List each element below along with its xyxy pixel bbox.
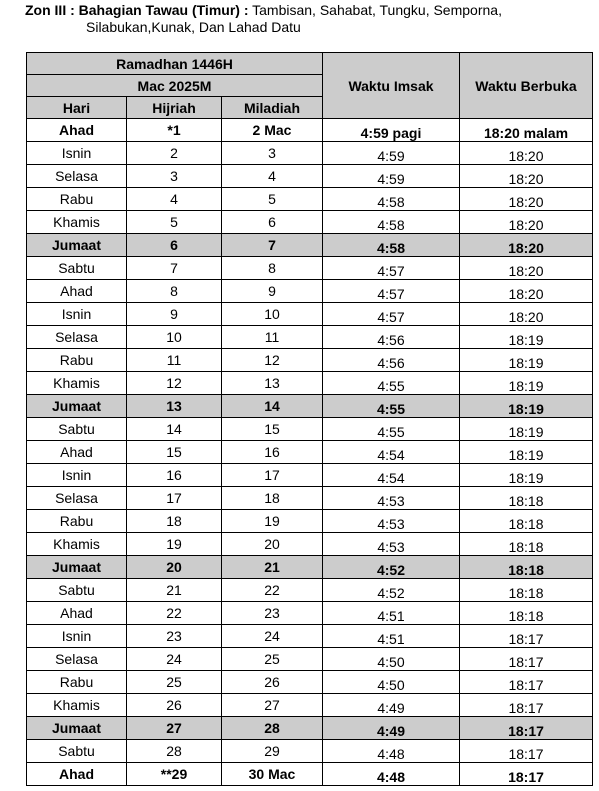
imsak-cell: 4:59 [323, 142, 460, 165]
day-cell: Khamis [27, 533, 127, 556]
table-row [27, 579, 593, 602]
month-title: Mac 2025M [27, 75, 323, 97]
miladiah-cell: 30 Mac [222, 763, 323, 786]
hijriah-cell: 7 [127, 257, 222, 280]
imsak-cell: 4:53 [323, 533, 460, 556]
table-row [27, 533, 593, 556]
day-cell: Jumaat [27, 556, 127, 579]
hijriah-cell: 3 [127, 165, 222, 188]
hijriah-cell: 11 [127, 349, 222, 372]
hijriah-cell: 8 [127, 280, 222, 303]
day-cell: Rabu [27, 349, 127, 372]
table-row [27, 211, 593, 234]
imsak-column-header: Waktu Imsak [323, 53, 460, 119]
day-cell: Rabu [27, 188, 127, 211]
table-row [27, 326, 593, 349]
imsak-cell: 4:49 [323, 717, 460, 740]
imsak-cell: 4:57 [323, 280, 460, 303]
miladiah-cell: 23 [222, 602, 323, 625]
miladiah-cell: 3 [222, 142, 323, 165]
day-cell: Khamis [27, 211, 127, 234]
miladiah-cell: 14 [222, 395, 323, 418]
table-row [27, 257, 593, 280]
miladiah-cell: 19 [222, 510, 323, 533]
table-body [27, 119, 593, 786]
imsak-cell: 4:52 [323, 556, 460, 579]
berbuka-cell: 18:17 [460, 694, 593, 717]
hijriah-column-header: Hijriah [127, 97, 222, 119]
hijriah-cell: 16 [127, 464, 222, 487]
day-cell: Isnin [27, 142, 127, 165]
day-cell: Isnin [27, 464, 127, 487]
hijriah-cell: 23 [127, 625, 222, 648]
imsak-cell: 4:58 [323, 188, 460, 211]
ramadhan-title: Ramadhan 1446H [27, 53, 323, 75]
berbuka-cell: 18:18 [460, 579, 593, 602]
miladiah-cell: 17 [222, 464, 323, 487]
table-row [27, 671, 593, 694]
day-cell: Selasa [27, 326, 127, 349]
table-row [27, 234, 593, 257]
zone-header [25, 2, 595, 36]
berbuka-cell: 18:20 [460, 142, 593, 165]
day-cell: Isnin [27, 303, 127, 326]
table-head [27, 53, 593, 119]
imsak-cell: 4:55 [323, 418, 460, 441]
hijriah-cell: 18 [127, 510, 222, 533]
imsak-cell: 4:48 [323, 740, 460, 763]
table-row [27, 188, 593, 211]
day-cell: Selasa [27, 165, 127, 188]
berbuka-cell: 18:18 [460, 510, 593, 533]
imsak-cell: 4:57 [323, 257, 460, 280]
berbuka-cell: 18:18 [460, 487, 593, 510]
miladiah-cell: 9 [222, 280, 323, 303]
day-cell: Jumaat [27, 717, 127, 740]
miladiah-cell: 8 [222, 257, 323, 280]
miladiah-cell: 18 [222, 487, 323, 510]
table-row [27, 395, 593, 418]
miladiah-cell: 6 [222, 211, 323, 234]
imsak-cell: 4:51 [323, 625, 460, 648]
table-row [27, 763, 593, 786]
day-cell: Jumaat [27, 234, 127, 257]
hijriah-cell: 6 [127, 234, 222, 257]
miladiah-cell: 20 [222, 533, 323, 556]
berbuka-cell: 18:17 [460, 671, 593, 694]
berbuka-cell: 18:19 [460, 349, 593, 372]
table-row [27, 142, 593, 165]
berbuka-cell: 18:20 [460, 280, 593, 303]
day-cell: Rabu [27, 671, 127, 694]
berbuka-cell: 18:20 [460, 303, 593, 326]
zone-header-line1 [25, 2, 595, 19]
table-row [27, 487, 593, 510]
hijriah-cell: 9 [127, 303, 222, 326]
miladiah-cell: 5 [222, 188, 323, 211]
miladiah-cell: 13 [222, 372, 323, 395]
berbuka-cell: 18:19 [460, 464, 593, 487]
table-row [27, 280, 593, 303]
miladiah-cell: 22 [222, 579, 323, 602]
miladiah-cell: 12 [222, 349, 323, 372]
miladiah-cell: 15 [222, 418, 323, 441]
imsak-cell: 4:54 [323, 464, 460, 487]
imsak-cell: 4:56 [323, 326, 460, 349]
hijriah-cell: 24 [127, 648, 222, 671]
hijriah-cell: *1 [127, 119, 222, 142]
imsak-cell: 4:59 [323, 165, 460, 188]
hijriah-cell: **29 [127, 763, 222, 786]
imsak-cell: 4:49 [323, 694, 460, 717]
miladiah-cell: 21 [222, 556, 323, 579]
table-row [27, 648, 593, 671]
imsak-cell: 4:57 [323, 303, 460, 326]
table-row [27, 510, 593, 533]
imsak-cell: 4:50 [323, 671, 460, 694]
day-cell: Ahad [27, 763, 127, 786]
day-cell: Sabtu [27, 257, 127, 280]
hijriah-cell: 21 [127, 579, 222, 602]
miladiah-cell: 29 [222, 740, 323, 763]
hijriah-cell: 13 [127, 395, 222, 418]
imsak-cell: 4:58 [323, 211, 460, 234]
table-row [27, 441, 593, 464]
berbuka-cell: 18:17 [460, 648, 593, 671]
berbuka-cell: 18:18 [460, 556, 593, 579]
table-row [27, 625, 593, 648]
hijriah-cell: 22 [127, 602, 222, 625]
hijriah-cell: 2 [127, 142, 222, 165]
hijriah-cell: 15 [127, 441, 222, 464]
table-row [27, 556, 593, 579]
table-row [27, 165, 593, 188]
berbuka-cell: 18:20 [460, 188, 593, 211]
miladiah-cell: 24 [222, 625, 323, 648]
miladiah-cell: 7 [222, 234, 323, 257]
berbuka-cell: 18:18 [460, 533, 593, 556]
miladiah-column-header: Miladiah [222, 97, 323, 119]
imsak-cell: 4:54 [323, 441, 460, 464]
hijriah-cell: 20 [127, 556, 222, 579]
berbuka-cell: 18:19 [460, 441, 593, 464]
berbuka-cell: 18:20 [460, 211, 593, 234]
hijriah-cell: 12 [127, 372, 222, 395]
berbuka-cell: 18:17 [460, 625, 593, 648]
table-row [27, 349, 593, 372]
day-cell: Jumaat [27, 395, 127, 418]
imsak-cell: 4:55 [323, 395, 460, 418]
berbuka-cell: 18:20 [460, 234, 593, 257]
table-row [27, 418, 593, 441]
imsak-cell: 4:56 [323, 349, 460, 372]
day-cell: Selasa [27, 648, 127, 671]
miladiah-cell: 10 [222, 303, 323, 326]
miladiah-cell: 4 [222, 165, 323, 188]
day-cell: Ahad [27, 280, 127, 303]
hijriah-cell: 4 [127, 188, 222, 211]
hijriah-cell: 19 [127, 533, 222, 556]
day-cell: Ahad [27, 602, 127, 625]
berbuka-cell: 18:17 [460, 740, 593, 763]
miladiah-cell: 2 Mac [222, 119, 323, 142]
table-row [27, 694, 593, 717]
imsak-cell: 4:53 [323, 510, 460, 533]
hijriah-cell: 10 [127, 326, 222, 349]
day-cell: Rabu [27, 510, 127, 533]
hijriah-cell: 5 [127, 211, 222, 234]
berbuka-cell: 18:19 [460, 326, 593, 349]
day-cell: Khamis [27, 372, 127, 395]
imsak-cell: 4:48 [323, 763, 460, 786]
zone-places-line2: Silabukan,Kunak, Dan Lahad Datu [86, 19, 301, 35]
berbuka-cell: 18:19 [460, 395, 593, 418]
miladiah-cell: 26 [222, 671, 323, 694]
imsak-cell: 4:58 [323, 234, 460, 257]
day-cell: Ahad [27, 441, 127, 464]
day-cell: Selasa [27, 487, 127, 510]
zone-places-line1: Tambisan, Sahabat, Tungku, Semporna, [248, 2, 502, 18]
hijriah-cell: 14 [127, 418, 222, 441]
berbuka-cell: 18:19 [460, 372, 593, 395]
miladiah-cell: 28 [222, 717, 323, 740]
berbuka-cell: 18:20 malam [460, 119, 593, 142]
table-row [27, 119, 593, 142]
hijriah-cell: 28 [127, 740, 222, 763]
day-cell: Sabtu [27, 740, 127, 763]
imsak-cell: 4:55 [323, 372, 460, 395]
berbuka-column-header: Waktu Berbuka [460, 53, 593, 119]
hijriah-cell: 25 [127, 671, 222, 694]
table-row [27, 740, 593, 763]
berbuka-cell: 18:20 [460, 165, 593, 188]
berbuka-cell: 18:18 [460, 602, 593, 625]
imsak-berbuka-table [26, 52, 593, 786]
day-cell: Khamis [27, 694, 127, 717]
imsak-cell: 4:53 [323, 487, 460, 510]
table-row [27, 303, 593, 326]
hari-column-header: Hari [27, 97, 127, 119]
miladiah-cell: 27 [222, 694, 323, 717]
imsak-cell: 4:51 [323, 602, 460, 625]
miladiah-cell: 11 [222, 326, 323, 349]
table-row [27, 372, 593, 395]
imsak-cell: 4:59 pagi [323, 119, 460, 142]
header-row-ramadhan [27, 53, 593, 75]
hijriah-cell: 17 [127, 487, 222, 510]
day-cell: Ahad [27, 119, 127, 142]
hijriah-cell: 26 [127, 694, 222, 717]
imsak-cell: 4:50 [323, 648, 460, 671]
zone-title: Zon III : Bahagian Tawau (Timur) : [25, 2, 249, 18]
day-cell: Sabtu [27, 418, 127, 441]
berbuka-cell: 18:17 [460, 763, 593, 786]
day-cell: Isnin [27, 625, 127, 648]
imsak-cell: 4:52 [323, 579, 460, 602]
table-row [27, 602, 593, 625]
table-row [27, 464, 593, 487]
day-cell: Sabtu [27, 579, 127, 602]
miladiah-cell: 16 [222, 441, 323, 464]
miladiah-cell: 25 [222, 648, 323, 671]
berbuka-cell: 18:17 [460, 717, 593, 740]
table-row [27, 717, 593, 740]
berbuka-cell: 18:20 [460, 257, 593, 280]
berbuka-cell: 18:19 [460, 418, 593, 441]
hijriah-cell: 27 [127, 717, 222, 740]
